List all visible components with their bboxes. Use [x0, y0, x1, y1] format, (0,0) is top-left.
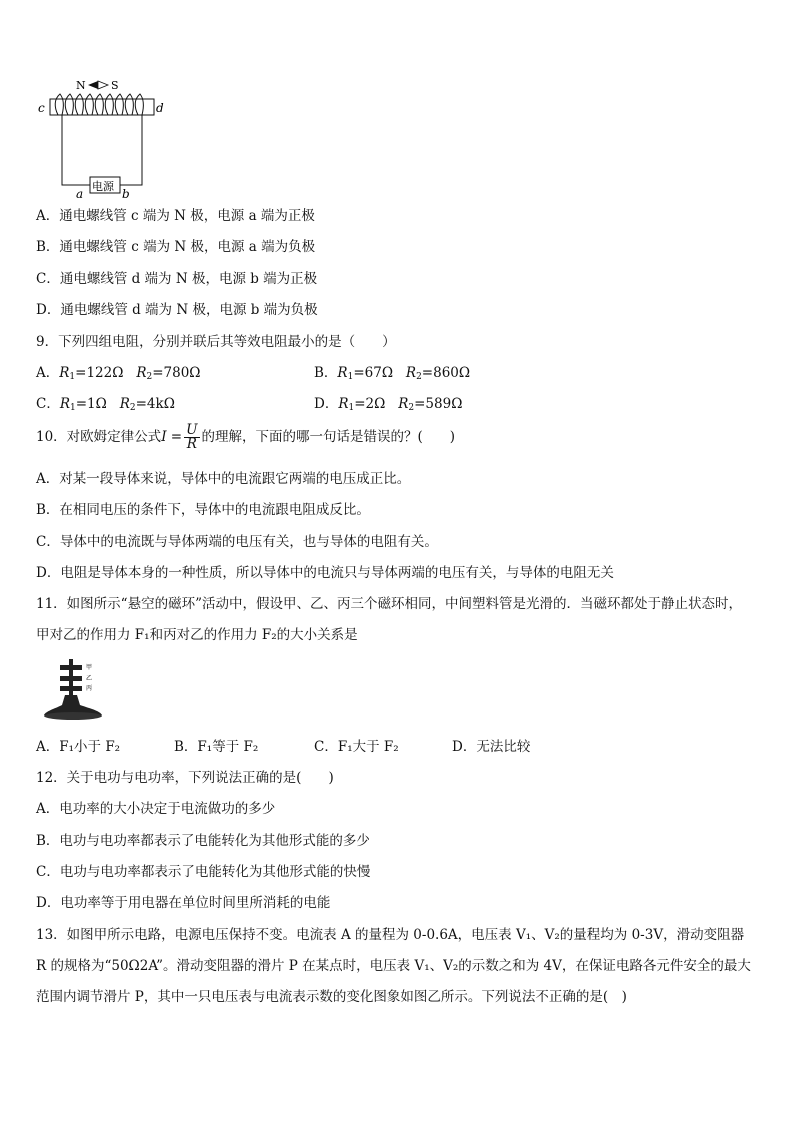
q10-option-d: D．电阻是导体本身的一种性质，所以导体中的电流只与导体两端的电压有关，与导体的电阻无关 — [36, 565, 614, 581]
q10-option-b: B．在相同电压的条件下，导体中的电流跟电阻成反比。 — [36, 502, 370, 518]
q9-option-b: B．$R_1=67\Omega$ $R_2=860\Omega$ — [314, 365, 471, 382]
svg-text:丙: 丙 — [86, 685, 93, 692]
q11-stem-line2: 甲对乙的作用力 F₁和丙对乙的作用力 F₂的大小关系是 — [36, 627, 358, 643]
q12-option-d: D．电功率等于用电器在单位时间里所消耗的电能 — [36, 895, 331, 911]
q11-option-c: C．F₁大于 F₂ — [314, 739, 399, 755]
q8-option-b: B．通电螺线管 c 端为 N 极，电源 a 端为负极 — [36, 239, 316, 255]
q11-option-d: D．无法比较 — [452, 739, 531, 755]
ring-jia — [60, 665, 82, 670]
q8-option-d: D．通电螺线管 d 端为 N 极，电源 b 端为负极 — [36, 302, 318, 318]
q12-option-c: C．电功与电功率都表示了电能转化为其他形式能的快慢 — [36, 864, 371, 880]
q12-stem: 12．关于电功与电功率，下列说法正确的是( ) — [36, 770, 334, 786]
power-source-label: 电源 — [92, 180, 114, 193]
ring-yi — [60, 676, 82, 681]
ohm-formula-fraction: $\frac{U}{R}$ — [186, 422, 198, 452]
end-b-label: b — [122, 187, 130, 200]
end-d-label: d — [156, 101, 164, 115]
q12-option-a: A．电功率的大小决定于电流做功的多少 — [36, 801, 276, 817]
q13-stem-line3: 范围内调节滑片 P，其中一只电压表与电流表示数的变化图象如图乙所示。下列说法不正确的是( ) — [36, 989, 627, 1005]
end-c-label: c — [38, 101, 45, 115]
q8-option-c: C．通电螺线管 d 端为 N 极，电源 b 端为正极 — [36, 271, 318, 287]
q9-stem: 9．下列四组电阻，分别并联后其等效电阻最小的是（ ） — [36, 334, 396, 350]
q12-option-b: B．电功与电功率都表示了电能转化为其他形式能的多少 — [36, 833, 370, 849]
pole-s-label: S — [111, 79, 119, 92]
compass-needle-icon — [88, 81, 98, 89]
q8-option-a: A．通电螺线管 c 端为 N 极，电源 a 端为正极 — [36, 208, 315, 224]
pole-n-label: N — [76, 79, 86, 92]
solenoid-circuit-figure — [36, 72, 166, 200]
svg-text:甲: 甲 — [86, 664, 93, 671]
q11-stem-line1: 11．如图所示“悬空的磁环”活动中，假设甲、乙、丙三个磁环相同，中间塑料管是光滑的．当磁环都处于静止状态时， — [36, 596, 742, 612]
floating-magnet-rings-figure — [40, 655, 106, 723]
q9-option-d: D．$R_1=2\Omega$ $R_2=589\Omega$ — [314, 396, 463, 413]
ohm-formula-lhs: I = — [161, 429, 183, 445]
q10-stem: 10．对欧姆定律公式I = $\frac{U}{R}$ 的理解，下面的哪一句话是错误的？( ) — [36, 422, 456, 452]
q10-option-c: C．导体中的电流既与导体两端的电压有关，也与导体的电阻有关。 — [36, 534, 438, 550]
q13-stem-line2: R 的规格为“50Ω2A”。滑动变阻器的滑片 P 在某点时，电压表 V₁、V₂的示数之和为 4V，在保证电路各元件安全的最大 — [36, 958, 751, 974]
ring-bing — [60, 686, 82, 691]
q13-stem-line1: 13．如图甲所示电路，电源电压保持不变。电流表 A 的量程为 0-0.6A，电压表 V₁、V₂的量程均为 0-3V，滑动变阻器 — [36, 927, 745, 943]
end-a-label: a — [76, 187, 84, 200]
svg-text:乙: 乙 — [86, 675, 93, 682]
q10-option-a: A．对某一段导体来说，导体中的电流跟它两端的电压成正比。 — [36, 471, 411, 487]
q11-option-b: B．F₁等于 F₂ — [174, 739, 259, 755]
q11-option-a: A．F₁小于 F₂ — [36, 739, 121, 755]
q9-option-c: C．$R_1=1\Omega$ $R_2=4k\Omega$ — [36, 396, 175, 413]
q9-option-a: A．$R_1=122\Omega$ $R_2=780\Omega$ — [36, 365, 201, 382]
